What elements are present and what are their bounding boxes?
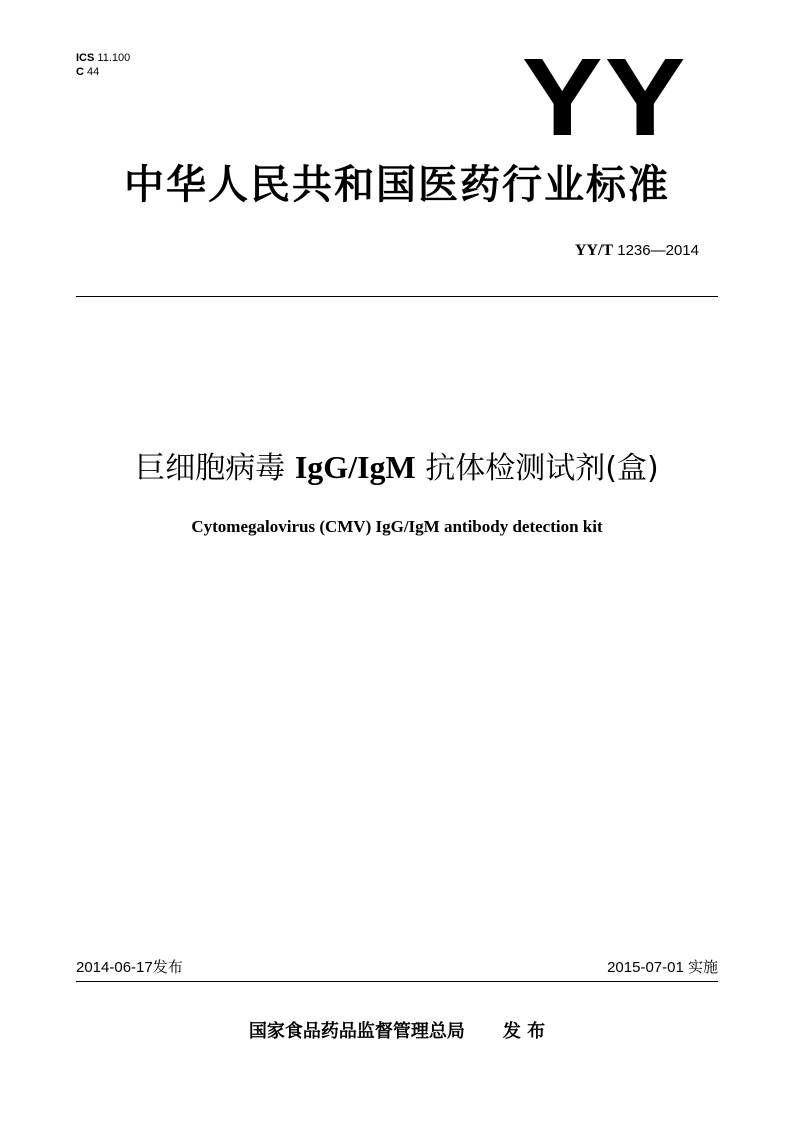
implement-label: 实施 — [687, 959, 718, 976]
issuer-line — [76, 1019, 718, 1045]
implement-date: 2015-07-01 — [607, 959, 684, 976]
industry-standard-title: 中华人民共和国医药行业标准 — [124, 162, 670, 208]
title-latin: IgG/IgM — [294, 449, 416, 485]
ccs-line — [76, 65, 130, 79]
standard-number-code: 1236—2014 — [617, 242, 699, 259]
standard-number — [575, 241, 699, 261]
document-subtitle-english: Cytomegalovirus (CMV) IgG/IgM antibody detection kit — [191, 517, 603, 536]
classification-block — [76, 51, 130, 79]
footer-divider — [76, 981, 718, 982]
standard-mark-logo: YY — [521, 36, 688, 159]
title-part-1: 巨细胞病毒 — [135, 451, 286, 486]
ics-code: 11.100 — [97, 52, 131, 64]
ccs-label: C — [76, 66, 84, 78]
issuer-action: 发 布 — [502, 1021, 546, 1042]
publish-date-block — [76, 957, 183, 979]
ics-line — [76, 51, 130, 65]
publish-date: 2014-06-17 — [76, 959, 153, 976]
standard-number-prefix: YY/T — [574, 242, 614, 259]
ccs-code: 44 — [87, 66, 100, 78]
publish-label: 发布 — [152, 959, 183, 976]
issuer-name: 国家食品药品监督管理总局 — [248, 1021, 465, 1042]
header-divider — [76, 296, 718, 297]
title-part-2: 抗体检测试剂(盒) — [425, 451, 659, 486]
ics-label: ICS — [76, 52, 95, 64]
implement-date-block — [607, 957, 718, 979]
document-title — [76, 445, 718, 491]
